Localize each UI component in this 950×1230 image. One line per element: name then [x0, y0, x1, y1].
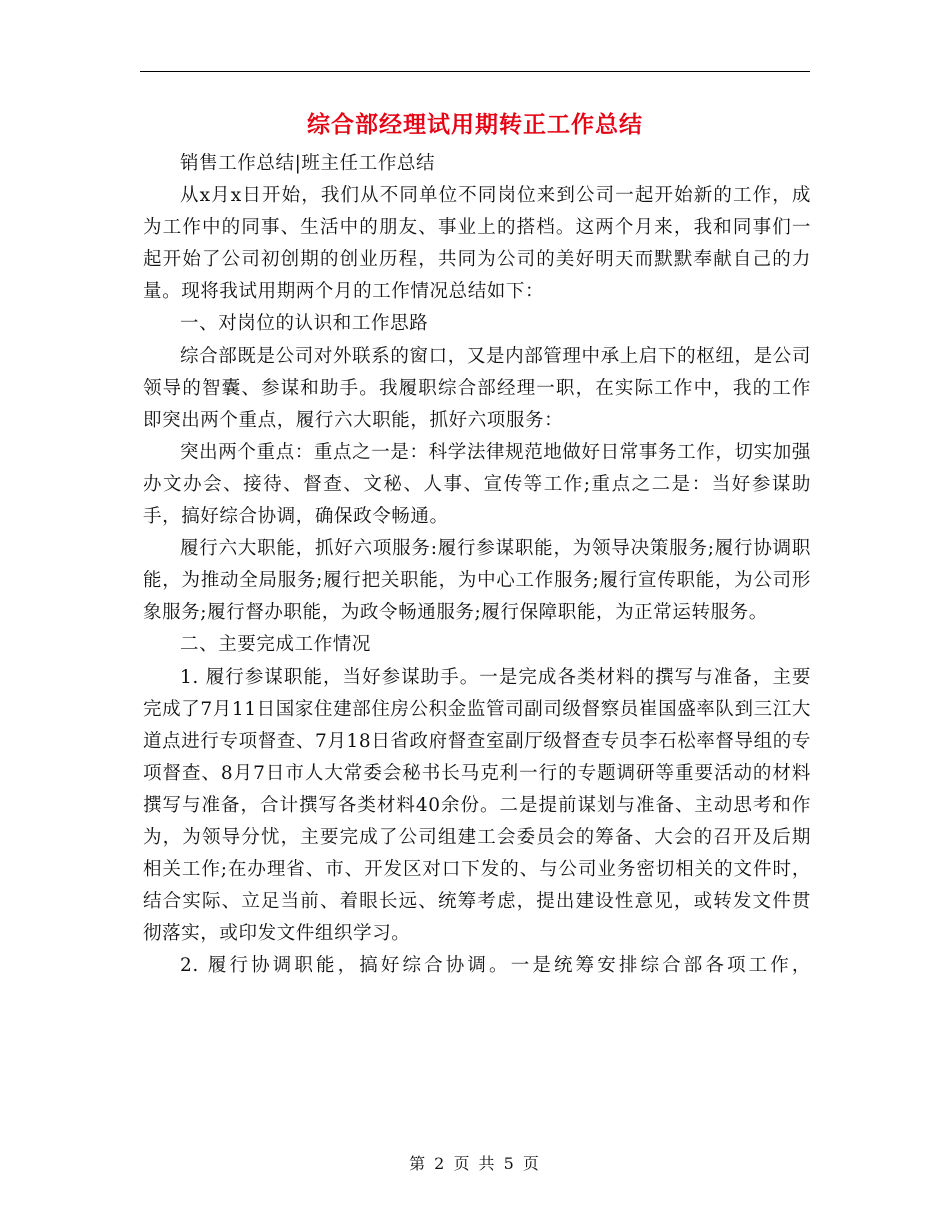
section-heading-1: 一、对岗位的认识和工作思路: [180, 313, 429, 335]
paragraph-item-1: 1. 履行参谋职能，当好参谋助手。一是完成各类材料的撰写与准备，主要完成了7月11日国家住建部住房公积金监管司副司级督察员崔国盛率队到三江大道点进行专项督查、7月18日省政府督查室副厅级督查专员李石松率督导组的专项督查、8月7日市人大常委会秘书长马克利一行的专题调研等重要活动的材料撰写与准备，合计撰写各类材料40余份。二是提前谋划与准备、主动思考和作为，为领导分忧，主要完成了公司组建工会委员会的筹备、大会的召开及后期相关工作;在办理省、市、开发区对口下发的、与公司业务密切相关的文件时，结合实际、立足当前、着眼长远、统筹考虑，提出建设性意见，或转发文件贯彻落实，或印发文件组织学习。: [143, 666, 811, 945]
document-body: [143, 148, 811, 982]
paragraph-six-functions: 履行六大职能，抓好六项服务:履行参谋职能，为领导决策服务;履行协调职能，为推动全局服务;履行把关职能，为中心工作服务;履行宣传职能，为公司形象服务;履行督办职能，为政令畅通服务;履行保障职能，为正常运转服务。: [143, 538, 811, 624]
paragraph-two-focus-points: 突出两个重点：重点之一是：科学法律规范地做好日常事务工作，切实加强办文办会、接待、督查、文秘、人事、宣传等工作;重点之二是：当好参谋助手，搞好综合协调，确保政令畅通。: [143, 441, 811, 528]
paragraph-item-2: 2. 履行协调职能，搞好综合协调。一是统筹安排综合部各项工作，: [180, 955, 811, 977]
header-rule: [140, 71, 810, 72]
paragraph-role-understanding: 综合部既是公司对外联系的窗口，又是内部管理中承上启下的枢纽，是公司领导的智囊、参谋和助手。我履职综合部经理一职，在实际工作中，我的工作即突出两个重点，履行六大职能，抓好六项服务：: [143, 345, 811, 431]
paragraph-intro: 从x月x日开始，我们从不同单位不同岗位来到公司一起开始新的工作，成为工作中的同事、生活中的朋友、事业上的搭档。这两个月来，我和同事们一起开始了公司初创期的创业历程，共同为公司的美好明天而默默奉献自己的力量。现将我试用期两个月的工作情况总结如下：: [143, 185, 811, 303]
paragraph-related-links: 销售工作总结|班主任工作总结: [180, 153, 436, 174]
document-title: 综合部经理试用期转正工作总结: [307, 112, 643, 138]
section-heading-2: 二、主要完成工作情况: [180, 634, 372, 656]
page-number-footer: 第 2 页 共 5 页: [409, 1154, 541, 1173]
